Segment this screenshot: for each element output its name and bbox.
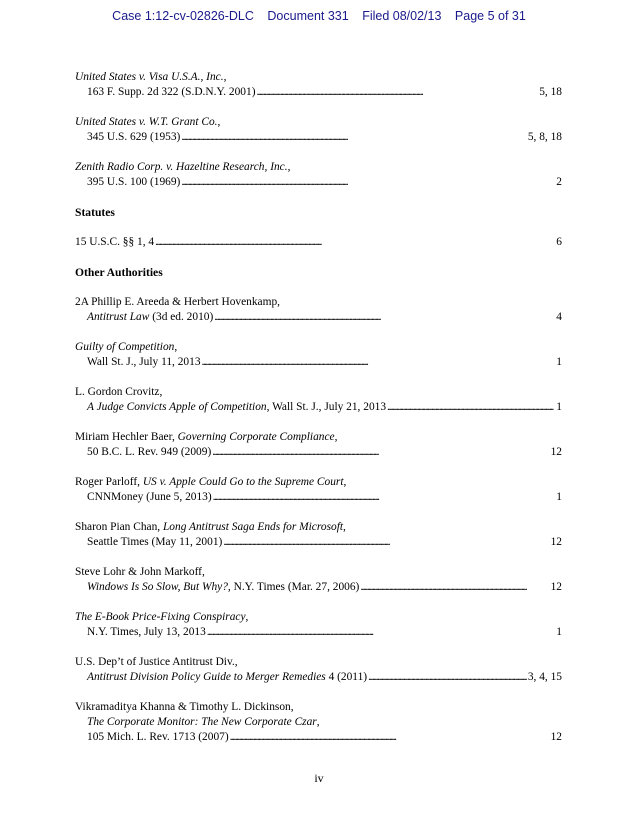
citation-text: , — [217, 116, 221, 128]
statutes-heading: Statutes — [75, 206, 115, 219]
citation-text: 4 (2011) — [325, 671, 368, 683]
italic-text: Antitrust Division Policy Guide to Merger Remedies — [87, 671, 326, 683]
italic-text: United States v. W.T. Grant Co. — [75, 116, 218, 128]
page-references: 1 — [556, 401, 562, 413]
authority-entry — [75, 115, 562, 145]
page-references: 4 — [556, 311, 562, 323]
citation-line — [75, 520, 562, 535]
page-references: 5, 18 — [539, 86, 562, 98]
citation-text: 105 Mich. L. Rev. 1713 (2007) — [87, 731, 229, 743]
page-references: 12 — [550, 731, 562, 743]
citation-text: Miriam Hechler Baer, — [75, 431, 178, 443]
dot-leader — [181, 130, 526, 145]
page-references: 2 — [556, 176, 562, 188]
citation — [75, 565, 205, 580]
filed-date: Filed 08/02/13 — [362, 9, 442, 23]
case-header — [0, 9, 638, 23]
italic-text: The Corporate Monitor: The New Corporate Czar — [87, 716, 317, 728]
citation-text: , — [334, 431, 338, 443]
citation-text: 395 U.S. 100 (1969) — [87, 176, 181, 188]
citation — [75, 520, 346, 535]
dot-leader — [202, 355, 556, 370]
citation-text: Wall St. J., July 11, 2013 — [87, 356, 201, 368]
citation-text: , N.Y. Times (Mar. 27, 2006) — [227, 581, 360, 593]
citation-line — [75, 115, 562, 130]
citation — [87, 445, 211, 460]
page-number: iv — [314, 771, 324, 785]
page-references: 12 — [550, 446, 562, 458]
citation-line — [75, 355, 562, 370]
italic-text: US v. Apple Could Go to the Supreme Court — [142, 476, 344, 488]
dot-leader — [213, 490, 556, 505]
citation — [75, 235, 154, 250]
citation-text: , — [343, 521, 346, 533]
citation-line — [75, 385, 562, 400]
citation-text: CNNMoney (June 5, 2013) — [87, 491, 212, 503]
citation — [87, 400, 386, 415]
citation — [87, 730, 229, 745]
citation-line — [75, 295, 562, 310]
citation — [87, 175, 180, 190]
citation-text: Sharon Pian Chan, — [75, 521, 163, 533]
citation-line — [75, 130, 562, 145]
page-references: 5, 8, 18 — [527, 131, 562, 143]
dot-leader — [207, 625, 556, 640]
dot-leader — [214, 310, 555, 325]
citation-text: Steve Lohr & John Markoff, — [75, 566, 205, 578]
citation-line — [75, 625, 562, 640]
citation-line — [75, 235, 562, 250]
cases-list — [75, 70, 562, 190]
citation-text: 15 U.S.C. §§ 1, 4 — [75, 236, 155, 248]
statutes-list — [75, 235, 562, 250]
citation-line — [75, 670, 562, 685]
dot-leader — [212, 445, 549, 460]
other-authorities-heading: Other Authorities — [75, 266, 163, 279]
dot-leader — [181, 175, 555, 190]
citation — [75, 700, 294, 715]
citation-text: (3d ed. 2010) — [149, 311, 214, 323]
citation-line — [75, 310, 562, 325]
citation-line — [75, 655, 562, 670]
authority-entry — [75, 295, 562, 325]
citation — [75, 115, 220, 130]
citation-line — [75, 580, 562, 595]
case-number: Case 1:12-cv-02826-DLC — [112, 9, 254, 23]
citation-line — [75, 535, 562, 550]
citation-text: , — [223, 71, 227, 83]
italic-text: The E-Book Price-Fixing Conspiracy — [75, 611, 246, 623]
dot-leader — [257, 85, 539, 100]
citation — [87, 355, 201, 370]
citation-line — [75, 70, 562, 85]
italic-text: Guilty of Competition — [75, 341, 175, 353]
citation-line — [75, 700, 562, 715]
authority-entry — [75, 565, 562, 595]
citation-text: , Wall St. J., July 21, 2013 — [266, 401, 387, 413]
citation — [87, 490, 212, 505]
citation — [75, 430, 337, 445]
citation-text: , — [174, 341, 178, 353]
authority-entry — [75, 700, 562, 745]
citation-text: 2A Phillip E. Areeda & Herbert Hovenkamp, — [75, 296, 280, 308]
citation — [87, 580, 359, 595]
citation-text: U.S. Dep’t of Justice Antitrust Div., — [75, 656, 238, 668]
citation-text: 345 U.S. 629 (1953) — [87, 131, 181, 143]
dot-leader — [387, 400, 555, 415]
dot-leader — [223, 535, 549, 550]
dot-leader — [230, 730, 550, 745]
citation-line — [75, 475, 562, 490]
authority-entry — [75, 340, 562, 370]
citation — [87, 85, 256, 100]
citation — [87, 535, 222, 550]
citation-line — [75, 490, 562, 505]
citation-line — [75, 715, 562, 730]
italic-text: Antitrust Law — [87, 311, 150, 323]
citation — [75, 160, 290, 175]
citation — [75, 385, 162, 400]
citation — [75, 295, 280, 310]
other-authorities-list — [75, 295, 562, 745]
authority-entry — [75, 655, 562, 685]
authority-entry — [75, 430, 562, 460]
citation — [87, 715, 320, 730]
italic-text: Zenith Radio Corp. v. Hazeltine Research, Inc. — [75, 161, 288, 173]
citation-text: 50 B.C. L. Rev. 949 (2009) — [87, 446, 212, 458]
citation — [75, 610, 248, 625]
citation-text: L. Gordon Crovitz, — [75, 386, 163, 398]
citation — [75, 70, 226, 85]
authority-entry — [75, 475, 562, 505]
citation — [87, 625, 206, 640]
citation-text: , — [245, 611, 249, 623]
page-references: 6 — [556, 236, 562, 248]
citation-text: Seattle Times (May 11, 2001) — [87, 536, 223, 548]
dot-leader — [155, 235, 555, 250]
page-references: 12 — [550, 581, 562, 593]
citation-text: N.Y. Times, July 13, 2013 — [87, 626, 206, 638]
page-references: 1 — [556, 356, 562, 368]
citation-text: Roger Parloff, — [75, 476, 143, 488]
citation-line — [75, 445, 562, 460]
citation-line — [75, 85, 562, 100]
authority-entry — [75, 520, 562, 550]
authority-entry — [75, 385, 562, 415]
citation-text: , — [287, 161, 291, 173]
citation-line — [75, 610, 562, 625]
page-references: 3, 4, 15 — [527, 671, 562, 683]
dot-leader — [360, 580, 549, 595]
citation-line — [75, 160, 562, 175]
citation — [75, 655, 238, 670]
citation-text: Vikramaditya Khanna & Timothy L. Dickinson, — [75, 701, 294, 713]
page-references: 1 — [556, 626, 562, 638]
citation-line — [75, 430, 562, 445]
page-indicator: Page 5 of 31 — [454, 9, 526, 23]
italic-text: A Judge Convicts Apple of Competition — [87, 401, 267, 413]
citation-line — [75, 565, 562, 580]
page-references: 1 — [556, 491, 562, 503]
citation — [75, 475, 346, 490]
citation-line — [75, 400, 562, 415]
citation — [75, 340, 177, 355]
citation — [87, 310, 213, 325]
italic-text: Windows Is So Slow, But Why? — [87, 581, 228, 593]
italic-text: United States v. Visa U.S.A., Inc. — [75, 71, 224, 83]
italic-text: Governing Corporate Compliance — [177, 431, 335, 443]
authority-entry — [75, 235, 562, 250]
authority-entry — [75, 610, 562, 640]
citation-line — [75, 175, 562, 190]
dot-leader — [368, 670, 527, 685]
citation-line — [75, 730, 562, 745]
citation — [87, 130, 180, 145]
page-references: 12 — [550, 536, 562, 548]
citation-text: , — [316, 716, 320, 728]
authority-entry — [75, 70, 562, 100]
citation-text: 163 F. Supp. 2d 322 (S.D.N.Y. 2001) — [87, 86, 256, 98]
citation-line — [75, 340, 562, 355]
citation-text: , — [343, 476, 347, 488]
citation — [87, 670, 367, 685]
italic-text: Long Antitrust Saga Ends for Microsoft — [162, 521, 344, 533]
authority-entry — [75, 160, 562, 190]
table-of-authorities — [75, 70, 562, 760]
document-number: Document 331 — [267, 9, 349, 23]
